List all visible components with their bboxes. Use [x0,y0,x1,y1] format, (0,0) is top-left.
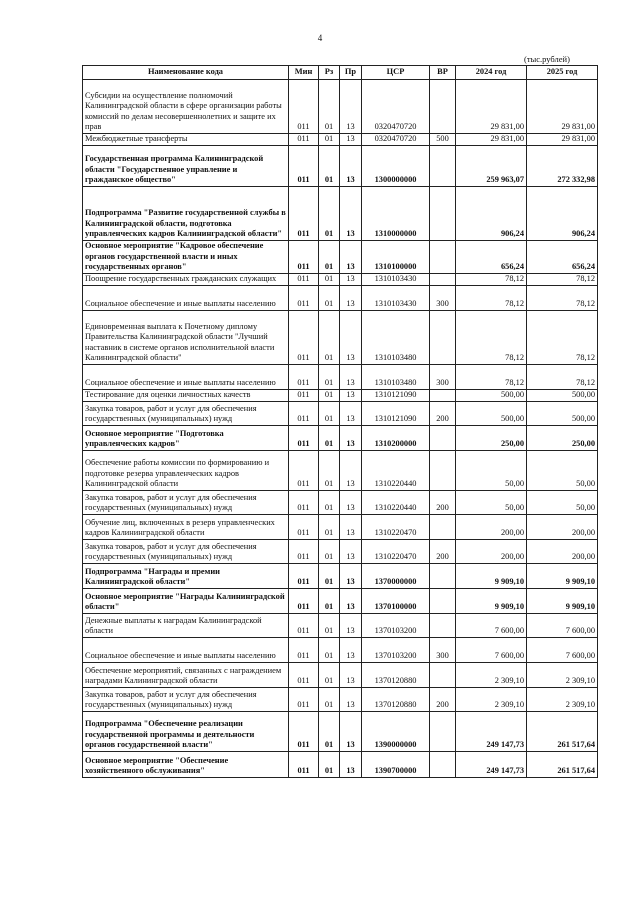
cell-vr: 200 [430,491,456,515]
cell-min: 011 [289,540,319,564]
cell-rz: 01 [319,564,340,589]
cell-min: 011 [289,241,319,274]
cell-pr: 13 [340,688,362,712]
cell-min: 011 [289,712,319,752]
cell-csr: 1310200000 [362,426,430,451]
cell-2024: 200,00 [456,540,527,564]
header-rz: Рз [319,66,340,80]
cell-pr: 13 [340,146,362,187]
cell-name: Государственная программа Калининградской области "Государственное управление и гражданское общество" [83,146,289,187]
cell-min: 011 [289,564,319,589]
cell-2024: 656,24 [456,241,527,274]
cell-name: Социальное обеспечение и иные выплаты населению [83,638,289,663]
cell-2024: 9 909,10 [456,564,527,589]
table-row [83,688,598,712]
cell-2024: 2 309,10 [456,688,527,712]
cell-2025: 500,00 [527,402,598,426]
cell-2024: 500,00 [456,390,527,402]
cell-pr: 13 [340,187,362,241]
cell-name: Единовременная выплата к Почетному диплому Правительства Калининградской области "Лучший наставник в системе органов исполнительной власти Калининградской области" [83,311,289,365]
cell-csr: 1310103430 [362,286,430,311]
cell-min: 011 [289,491,319,515]
cell-min: 011 [289,402,319,426]
table-row [83,390,598,402]
cell-2025: 78,12 [527,365,598,390]
table-row [83,663,598,688]
cell-2024: 259 963,07 [456,146,527,187]
table-row [83,491,598,515]
cell-csr: 1370103200 [362,638,430,663]
cell-2024: 2 309,10 [456,663,527,688]
cell-name: Социальное обеспечение и иные выплаты населению [83,286,289,311]
cell-vr: 300 [430,365,456,390]
cell-csr: 1310000000 [362,187,430,241]
cell-rz: 01 [319,589,340,614]
cell-2024: 906,24 [456,187,527,241]
cell-2024: 29 831,00 [456,134,527,146]
cell-rz: 01 [319,134,340,146]
cell-pr: 13 [340,390,362,402]
cell-rz: 01 [319,390,340,402]
cell-vr [430,241,456,274]
cell-rz: 01 [319,426,340,451]
cell-name: Основное мероприятие "Подготовка управленческих кадров" [83,426,289,451]
header-pr: Пр [340,66,362,80]
cell-min: 011 [289,187,319,241]
cell-pr: 13 [340,712,362,752]
cell-pr: 13 [340,365,362,390]
cell-2024: 250,00 [456,426,527,451]
cell-min: 011 [289,426,319,451]
cell-name: Подпрограмма "Развитие государственной службы в Калининградской области, подготовка управленческих кадров Калининградской области" [83,187,289,241]
cell-name: Обучение лиц, включенных в резерв управленческих кадров Калининградской области [83,515,289,540]
cell-2025: 7 600,00 [527,638,598,663]
cell-min: 011 [289,134,319,146]
cell-rz: 01 [319,515,340,540]
cell-name: Тестирование для оценки личностных качеств [83,390,289,402]
cell-2025: 9 909,10 [527,564,598,589]
cell-csr: 1310103430 [362,274,430,286]
cell-2025: 29 831,00 [527,80,598,134]
cell-pr: 13 [340,614,362,638]
cell-pr: 13 [340,241,362,274]
cell-name: Обеспечение работы комиссии по формированию и подготовке резерва управленческих кадров Калининградской области [83,451,289,491]
cell-vr: 500 [430,134,456,146]
cell-csr: 1310220470 [362,540,430,564]
table-row [83,311,598,365]
cell-2024: 29 831,00 [456,80,527,134]
cell-pr: 13 [340,311,362,365]
cell-vr [430,752,456,778]
cell-2024: 78,12 [456,365,527,390]
cell-vr: 300 [430,638,456,663]
cell-rz: 01 [319,274,340,286]
cell-2024: 78,12 [456,274,527,286]
cell-vr [430,663,456,688]
table-row [83,638,598,663]
table-header-row [83,66,598,80]
table-row [83,614,598,638]
cell-name: Закупка товаров, работ и услуг для обеспечения государственных (муниципальных) нужд [83,688,289,712]
table-row [83,274,598,286]
cell-name: Поощрение государственных гражданских служащих [83,274,289,286]
table-row [83,402,598,426]
cell-csr: 0320470720 [362,134,430,146]
cell-rz: 01 [319,187,340,241]
header-2025: 2025 год [527,66,598,80]
cell-csr: 1310121090 [362,390,430,402]
cell-name: Обеспечение мероприятий, связанных с награждением наградами Калининградской области [83,663,289,688]
cell-csr: 1310220470 [362,515,430,540]
cell-2025: 29 831,00 [527,134,598,146]
cell-name: Подпрограмма "Награды и премии Калининградской области" [83,564,289,589]
cell-2025: 500,00 [527,390,598,402]
cell-rz: 01 [319,491,340,515]
units-note: (тыс.рублей) [524,54,570,64]
cell-rz: 01 [319,451,340,491]
cell-2024: 50,00 [456,491,527,515]
cell-name: Социальное обеспечение и иные выплаты населению [83,365,289,390]
cell-2024: 7 600,00 [456,638,527,663]
cell-vr [430,274,456,286]
table-row [83,451,598,491]
cell-2025: 272 332,98 [527,146,598,187]
cell-2024: 9 909,10 [456,589,527,614]
cell-csr: 1370100000 [362,589,430,614]
cell-pr: 13 [340,515,362,540]
table-row [83,286,598,311]
cell-2025: 78,12 [527,311,598,365]
cell-rz: 01 [319,663,340,688]
cell-pr: 13 [340,663,362,688]
cell-pr: 13 [340,402,362,426]
cell-pr: 13 [340,451,362,491]
cell-rz: 01 [319,688,340,712]
cell-vr [430,614,456,638]
cell-2025: 2 309,10 [527,663,598,688]
cell-pr: 13 [340,638,362,663]
table-row [83,146,598,187]
table-row [83,187,598,241]
cell-csr: 1300000000 [362,146,430,187]
cell-vr [430,589,456,614]
table-row [83,426,598,451]
cell-vr: 200 [430,688,456,712]
cell-min: 011 [289,390,319,402]
table-row [83,564,598,589]
table-row [83,365,598,390]
cell-min: 011 [289,365,319,390]
cell-pr: 13 [340,80,362,134]
cell-pr: 13 [340,274,362,286]
cell-name: Подпрограмма "Обеспечение реализации государственной программы и деятельности органов государственной власти" [83,712,289,752]
cell-min: 011 [289,688,319,712]
cell-min: 011 [289,638,319,663]
cell-rz: 01 [319,365,340,390]
header-csr: ЦСР [362,66,430,80]
cell-vr [430,426,456,451]
cell-pr: 13 [340,752,362,778]
cell-rz: 01 [319,712,340,752]
cell-csr: 0320470720 [362,80,430,134]
cell-csr: 1310220440 [362,451,430,491]
cell-rz: 01 [319,638,340,663]
cell-vr [430,451,456,491]
cell-2025: 50,00 [527,451,598,491]
cell-vr [430,187,456,241]
cell-2025: 656,24 [527,241,598,274]
header-2024: 2024 год [456,66,527,80]
cell-vr [430,390,456,402]
cell-csr: 1370000000 [362,564,430,589]
cell-2025: 2 309,10 [527,688,598,712]
cell-min: 011 [289,752,319,778]
cell-rz: 01 [319,752,340,778]
cell-pr: 13 [340,426,362,451]
cell-2024: 200,00 [456,515,527,540]
cell-vr [430,712,456,752]
cell-min: 011 [289,274,319,286]
cell-pr: 13 [340,564,362,589]
cell-2025: 250,00 [527,426,598,451]
cell-2024: 78,12 [456,311,527,365]
header-name: Наименование кода [83,66,289,80]
cell-pr: 13 [340,589,362,614]
cell-min: 011 [289,451,319,491]
cell-name: Закупка товаров, работ и услуг для обеспечения государственных (муниципальных) нужд [83,402,289,426]
cell-rz: 01 [319,614,340,638]
cell-pr: 13 [340,540,362,564]
cell-min: 011 [289,311,319,365]
cell-csr: 1310121090 [362,402,430,426]
cell-2025: 906,24 [527,187,598,241]
cell-csr: 1370120880 [362,663,430,688]
cell-2025: 261 517,64 [527,712,598,752]
table-body [83,80,598,778]
cell-pr: 13 [340,286,362,311]
table-row [83,515,598,540]
cell-name: Межбюджетные трансферты [83,134,289,146]
cell-2025: 7 600,00 [527,614,598,638]
table-row [83,712,598,752]
cell-min: 011 [289,80,319,134]
cell-2024: 500,00 [456,402,527,426]
cell-rz: 01 [319,241,340,274]
cell-2025: 50,00 [527,491,598,515]
cell-2025: 200,00 [527,515,598,540]
table-row [83,80,598,134]
cell-2025: 261 517,64 [527,752,598,778]
table-row [83,540,598,564]
cell-name: Основное мероприятие "Обеспечение хозяйственного обслуживания" [83,752,289,778]
cell-name: Закупка товаров, работ и услуг для обеспечения государственных (муниципальных) нужд [83,491,289,515]
cell-vr: 200 [430,402,456,426]
table-row [83,134,598,146]
cell-name: Субсидии на осуществление полномочий Калининградской области в сфере организации работы комиссий по делам несовершеннолетних и защите их прав [83,80,289,134]
cell-csr: 1310103480 [362,365,430,390]
cell-name: Основное мероприятие "Кадровое обеспечение органов государственной власти и иных государственных органов" [83,241,289,274]
cell-vr [430,564,456,589]
cell-rz: 01 [319,402,340,426]
cell-csr: 1310100000 [362,241,430,274]
cell-csr: 1370103200 [362,614,430,638]
cell-min: 011 [289,286,319,311]
cell-min: 011 [289,146,319,187]
cell-csr: 1310103480 [362,311,430,365]
cell-2024: 7 600,00 [456,614,527,638]
table-row [83,241,598,274]
cell-min: 011 [289,614,319,638]
header-min: Мин [289,66,319,80]
cell-2025: 9 909,10 [527,589,598,614]
cell-2025: 78,12 [527,274,598,286]
cell-csr: 1310220440 [362,491,430,515]
cell-rz: 01 [319,286,340,311]
cell-min: 011 [289,515,319,540]
cell-vr [430,311,456,365]
cell-2025: 200,00 [527,540,598,564]
budget-table [82,65,598,778]
cell-csr: 1370120880 [362,688,430,712]
page-number: 4 [317,33,323,43]
cell-vr: 300 [430,286,456,311]
header-vr: ВР [430,66,456,80]
cell-2024: 249 147,73 [456,712,527,752]
cell-vr [430,80,456,134]
cell-vr [430,146,456,187]
cell-2024: 78,12 [456,286,527,311]
cell-csr: 1390000000 [362,712,430,752]
cell-pr: 13 [340,134,362,146]
cell-2024: 50,00 [456,451,527,491]
cell-rz: 01 [319,80,340,134]
cell-2025: 78,12 [527,286,598,311]
cell-rz: 01 [319,311,340,365]
cell-pr: 13 [340,491,362,515]
cell-name: Закупка товаров, работ и услуг для обеспечения государственных (муниципальных) нужд [83,540,289,564]
table-row [83,589,598,614]
table-row [83,752,598,778]
cell-vr [430,515,456,540]
cell-csr: 1390700000 [362,752,430,778]
cell-min: 011 [289,589,319,614]
cell-name: Основное мероприятие "Награды Калининградской области" [83,589,289,614]
cell-2024: 249 147,73 [456,752,527,778]
cell-vr: 200 [430,540,456,564]
cell-rz: 01 [319,146,340,187]
cell-min: 011 [289,663,319,688]
cell-rz: 01 [319,540,340,564]
cell-name: Денежные выплаты к наградам Калининградской области [83,614,289,638]
